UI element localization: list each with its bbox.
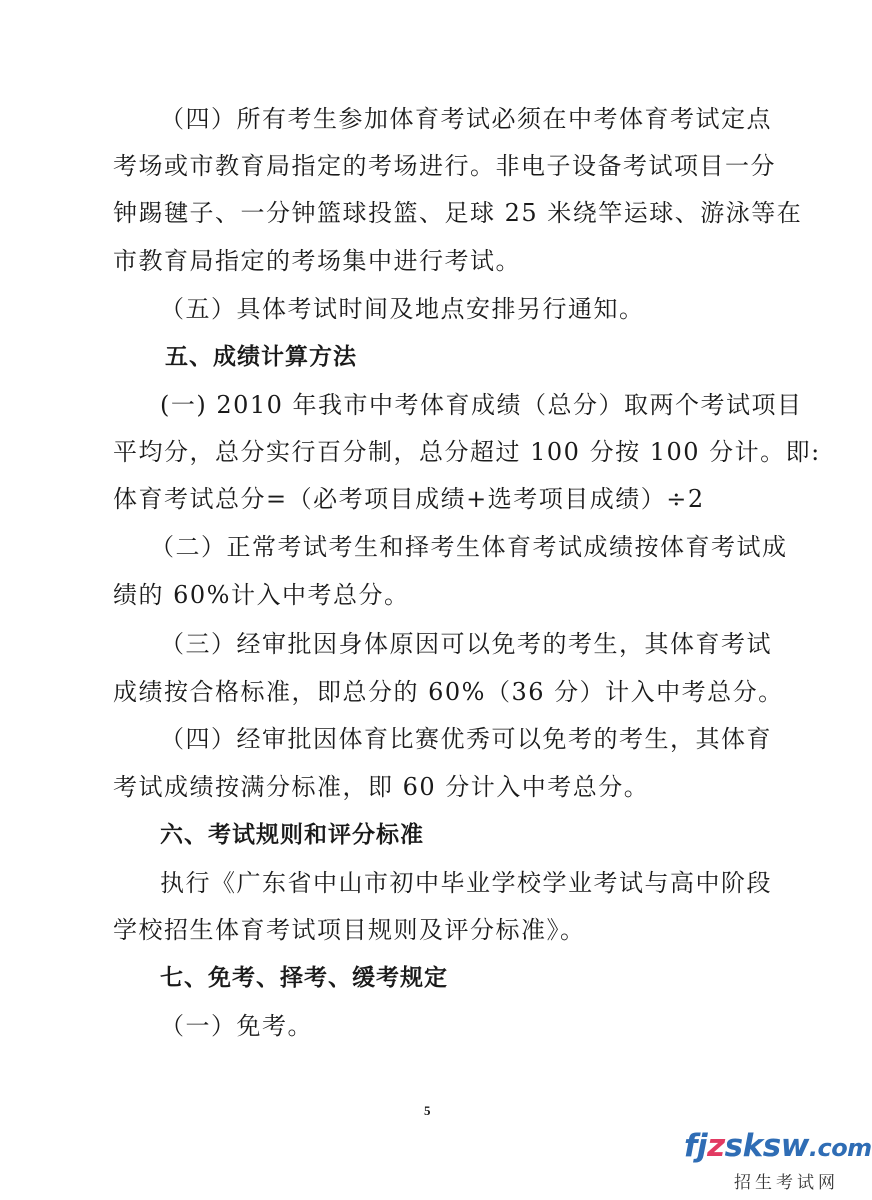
- text-line: 成绩按合格标准，即总分的 60%（36 分）计入中考总分。: [113, 678, 784, 706]
- watermark-logo: [684, 1128, 872, 1164]
- text-line: 钟踢毽子、一分钟篮球投篮、足球 25 米绕竿运球、游泳等在: [113, 199, 803, 227]
- text-line: （三）经审批因身体原因可以免考的考生，其体育考试: [160, 630, 772, 658]
- site-watermark: [684, 1128, 872, 1194]
- text-line: （四）所有考生参加体育考试必须在中考体育考试定点: [160, 105, 772, 133]
- text-line: 绩的 60%计入中考总分。: [113, 581, 410, 609]
- text-line: （五）具体考试时间及地点安排另行通知。: [160, 295, 645, 323]
- text-line: （四）经审批因体育比赛优秀可以免考的考生，其体育: [160, 725, 772, 753]
- watermark-logo-z: z: [707, 1128, 725, 1164]
- section-heading: 六、考试规则和评分标准: [160, 822, 424, 848]
- watermark-logo-sksw: sksw: [724, 1128, 809, 1164]
- watermark-logo-com: .com: [808, 1134, 872, 1162]
- text-line: 平均分，总分实行百分制，总分超过 100 分按 100 分计。即:: [113, 438, 821, 466]
- text-line: 执行《广东省中山市初中毕业学校学业考试与高中阶段: [160, 869, 772, 897]
- watermark-logo-fj: fj: [684, 1128, 708, 1164]
- section-heading: 五、成绩计算方法: [165, 344, 357, 370]
- text-line: （二）正常考试考生和择考生体育考试成绩按体育考试成: [150, 533, 788, 561]
- text-line: (一) 2010 年我市中考体育成绩（总分）取两个考试项目: [160, 391, 803, 419]
- text-line: 学校招生体育考试项目规则及评分标准》。: [113, 916, 586, 944]
- text-line: 市教育局指定的考场集中进行考试。: [113, 247, 521, 275]
- text-line: 考场或市教育局指定的考场进行。非电子设备考试项目一分: [113, 152, 776, 180]
- text-line: （一）免考。: [160, 1012, 313, 1040]
- page-number: 5: [424, 1103, 431, 1118]
- section-heading: 七、免考、择考、缓考规定: [160, 965, 448, 991]
- text-line: 考试成绩按满分标准，即 60 分计入中考总分。: [113, 773, 650, 801]
- formula-line: 体育考试总分=（必考项目成绩+选考项目成绩）÷2: [113, 485, 705, 513]
- watermark-subtitle: 招生考试网: [734, 1173, 839, 1193]
